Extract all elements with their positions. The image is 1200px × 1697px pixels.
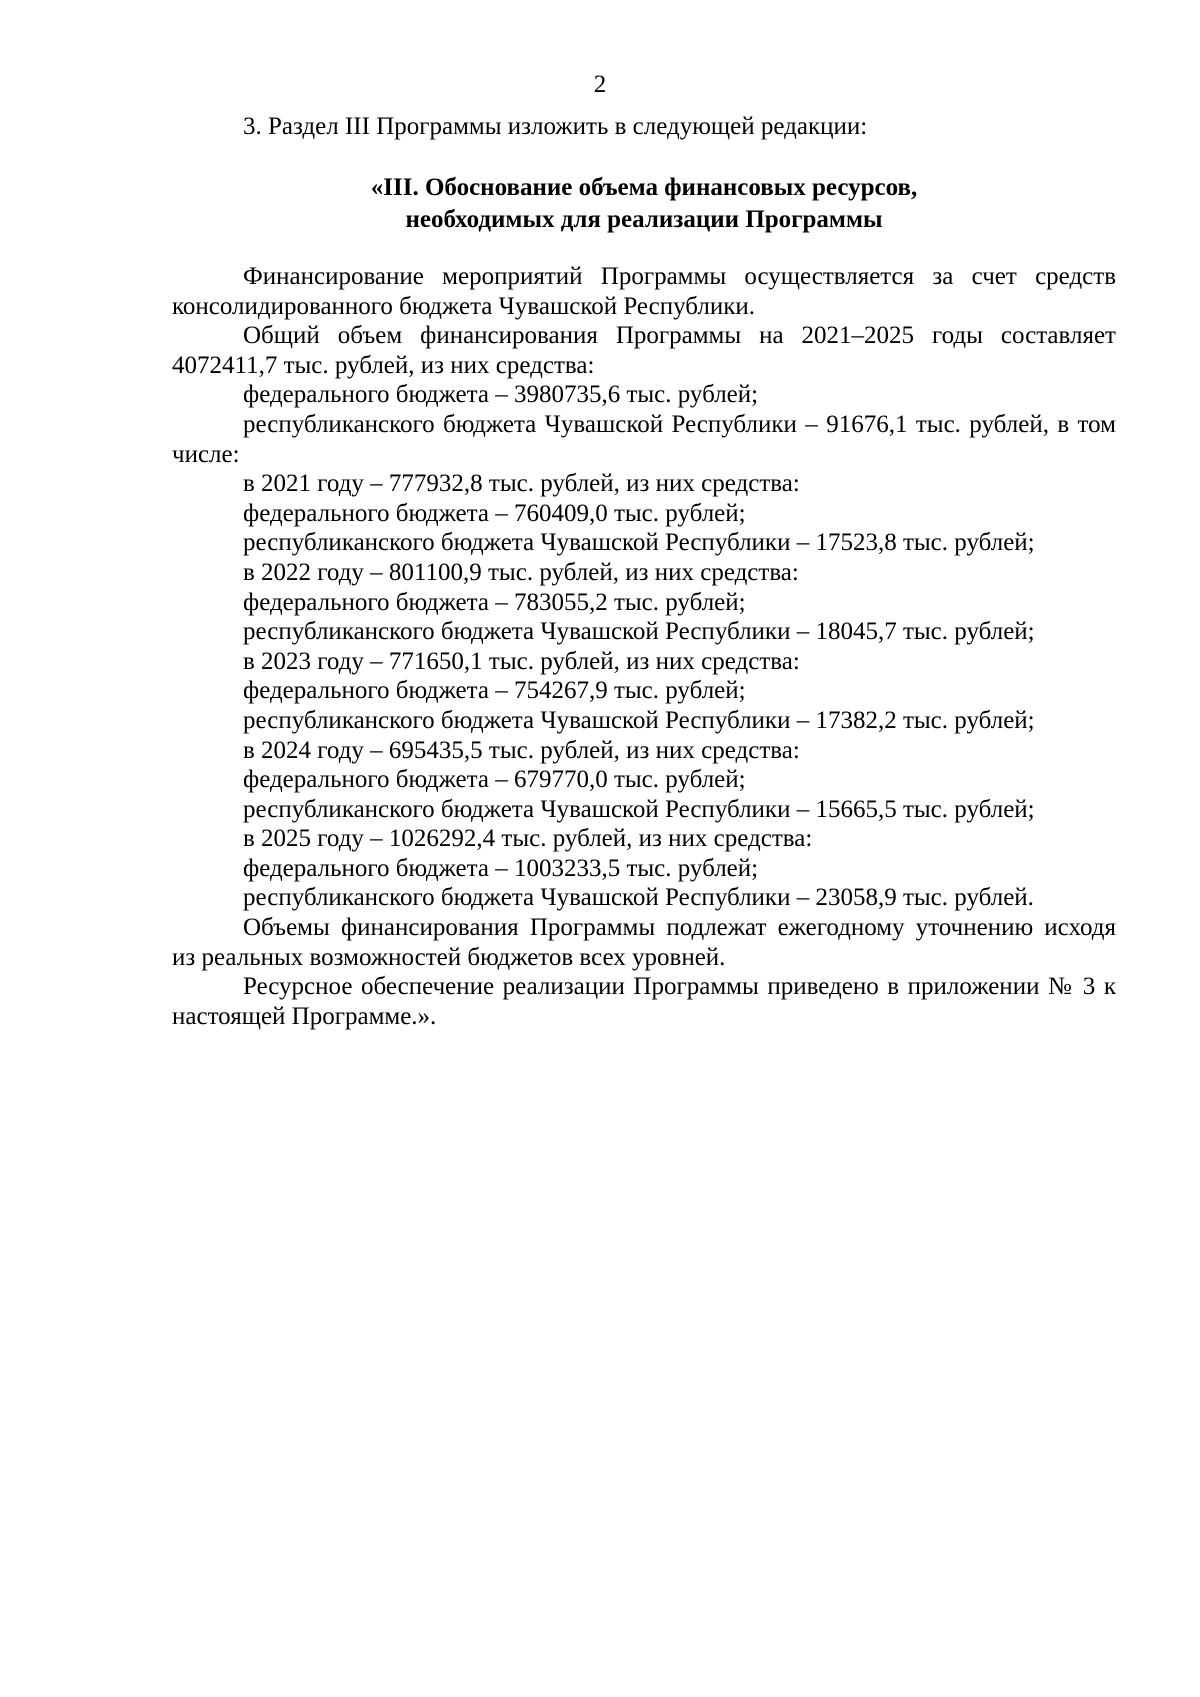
line-2025-federal: федерального бюджета – 1003233,5 тыс. рублей; [243, 854, 759, 882]
paragraph-financing-source: Финансирование мероприятий Программы осуществляется за счет средств консолидированного бюджета Чувашской Республики. [172, 263, 1116, 320]
line-2024-federal: федерального бюджета – 679770,0 тыс. рублей; [243, 766, 746, 794]
line-2022-total: в 2022 году – 801100,9 тыс. рублей, из них средства: [243, 558, 799, 586]
line-2021-republican: республиканского бюджета Чувашской Республики – 17523,8 тыс. рублей; [243, 529, 1035, 557]
line-2024-republican: республиканского бюджета Чувашской Республики – 15665,5 тыс. рублей; [243, 795, 1035, 823]
line-2025-republican: республиканского бюджета Чувашской Республики – 23058,9 тыс. рублей. [243, 884, 1034, 912]
section-intro [172, 112, 1116, 142]
section-heading [172, 172, 1116, 236]
paragraph-total-republican: республиканского бюджета Чувашской Республики – 91676,1 тыс. рублей, в том числе: [172, 410, 1116, 468]
heading-line-2: необходимых для реализации Программы [405, 206, 883, 233]
line-2023-federal: федерального бюджета – 754267,9 тыс. рублей; [243, 677, 746, 705]
line-2024-total: в 2024 году – 695435,5 тыс. рублей, из них средства: [243, 736, 800, 764]
intro-line: 3. Раздел III Программы изложить в следующей редакции: [243, 113, 868, 140]
page-number: 2 [593, 71, 607, 98]
heading-line-1: «III. Обоснование объема финансовых ресурсов, [370, 174, 918, 201]
line-total-federal: федерального бюджета – 3980735,6 тыс. рублей; [243, 381, 759, 409]
line-2023-total: в 2023 году – 771650,1 тыс. рублей, из них средства: [243, 647, 800, 675]
line-2021-federal: федерального бюджета – 760409,0 тыс. рублей; [243, 499, 746, 527]
paragraph-total-volume: Общий объем финансирования Программы на 2021–2025 годы составляет 4072411,7 тыс. рублей, из них средства: [172, 322, 1116, 379]
line-2023-republican: республиканского бюджета Чувашской Республики – 17382,2 тыс. рублей; [243, 706, 1035, 734]
section-body [172, 262, 1116, 1031]
line-2022-republican: республиканского бюджета Чувашской Республики – 18045,7 тыс. рублей; [243, 618, 1035, 646]
paragraph-resource-appendix: Ресурсное обеспечение реализации Программы приведено в приложении № 3 к настоящей Программе.». [172, 973, 1116, 1030]
line-2022-federal: федерального бюджета – 783055,2 тыс. рублей; [243, 588, 746, 616]
line-2025-total: в 2025 году – 1026292,4 тыс. рублей, из них средства: [243, 825, 813, 853]
paragraph-annual-adjustment: Объемы финансирования Программы подлежат ежегодному уточнению исходя из реальных возможностей бюджетов всех уровней. [172, 914, 1116, 971]
line-2021-total: в 2021 году – 777932,8 тыс. рублей, из них средства: [243, 470, 800, 498]
